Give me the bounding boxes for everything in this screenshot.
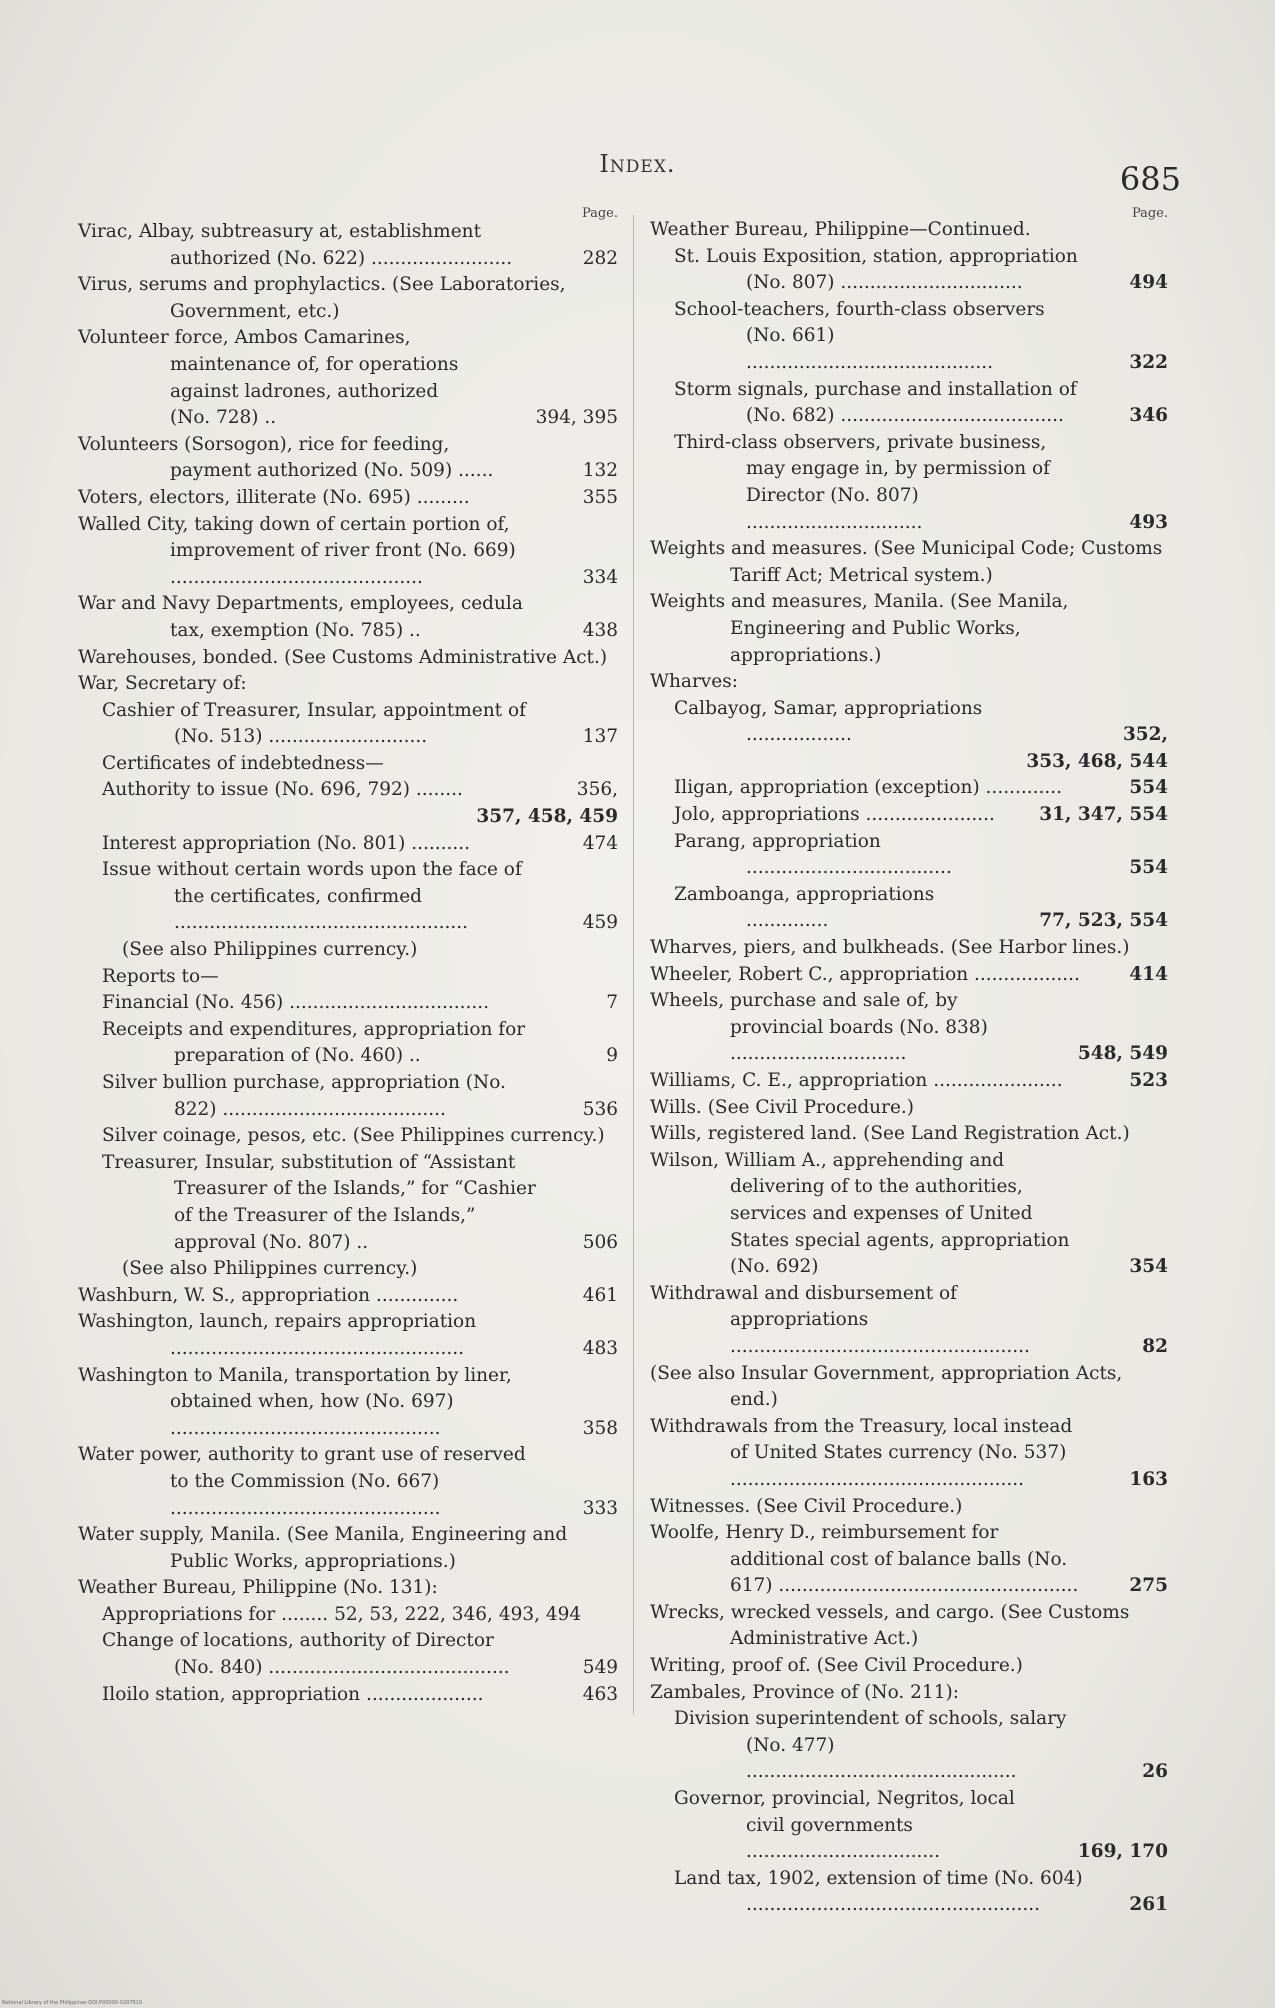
index-entry <box>650 1068 1168 1095</box>
index-entry <box>650 1653 1168 1680</box>
index-entry <box>650 669 1168 696</box>
entry-text: Withdrawals from the Treasury, local instead of United States currency (No. 537) .................................................. <box>650 1415 1073 1490</box>
entry-text: Washington, launch, repairs appropriation .................................................. <box>78 1311 477 1359</box>
entry-page-ref: 463 <box>582 1683 618 1705</box>
index-entry <box>650 962 1168 989</box>
entry-text: Wills. (See Civil Procedure.) <box>650 1096 914 1118</box>
entry-page-ref: 31, 347, 554 <box>1039 804 1168 826</box>
left-column <box>78 205 618 1708</box>
entry-text: Land tax, 1902, extension of time (No. 604) .................................................. <box>674 1867 1083 1916</box>
index-entry <box>78 1017 618 1070</box>
index-entry <box>650 1148 1168 1281</box>
index-entry <box>650 1281 1168 1361</box>
left-entry-list <box>78 219 618 1708</box>
index-entry <box>650 775 1168 802</box>
entry-text: Jolo, appropriations ...................... <box>674 804 995 826</box>
entry-page-ref: 548, 549 <box>1077 1043 1168 1065</box>
index-entry <box>650 696 1168 749</box>
entry-page-ref: 506 <box>582 1231 618 1253</box>
right-entry-list <box>650 217 1168 1919</box>
entry-text: Washington to Manila, transportation by liner, obtained when, how (No. 697) .............................................. <box>78 1364 512 1439</box>
right-column <box>650 205 1168 1919</box>
entry-text: (See also Insular Government, appropriation Acts, end.) <box>650 1362 1123 1411</box>
entry-text: Silver bullion purchase, appropriation (No. 822) ...................................... <box>102 1072 506 1120</box>
entry-text: Weights and measures, Manila. (See Manila, Engineering and Public Works, appropriations.) <box>650 591 1069 666</box>
entry-text: Zamboanga, appropriations .............. <box>674 883 935 932</box>
index-entry <box>650 882 1168 935</box>
entry-page-ref: 26 <box>1142 1761 1168 1783</box>
index-entry <box>650 1361 1168 1414</box>
entry-text: (See also Philippines currency.) <box>122 939 418 961</box>
entry-text: War, Secretary of: <box>78 673 247 695</box>
index-entry <box>78 1283 618 1310</box>
index-entry <box>78 1070 618 1123</box>
entry-page-ref: 414 <box>1129 963 1168 985</box>
index-entry <box>650 1680 1168 1707</box>
entry-text: Voters, electors, illiterate (No. 695) ......... <box>78 486 470 508</box>
entry-text: St. Louis Exposition, station, appropriation (No. 807) ............................... <box>674 245 1078 294</box>
index-entry <box>78 1363 618 1443</box>
entry-page-ref: 354 <box>1129 1256 1168 1278</box>
entry-text: Wrecks, wrecked vessels, and cargo. (See Customs Administrative Act.) <box>650 1601 1130 1650</box>
entry-text: Woolfe, Henry D., reimbursement for additional cost of balance balls (No. 617) ................................................... <box>650 1522 1079 1597</box>
entry-page-ref: 353, 468, 544 <box>1026 750 1168 772</box>
index-entry <box>78 698 618 751</box>
index-entry <box>78 1123 618 1150</box>
entry-text: Issue without certain words upon the face of the certificates, confirmed .................................................. <box>102 859 522 934</box>
index-entry <box>78 325 618 431</box>
entry-page-ref: 549 <box>582 1657 618 1679</box>
entry-text: Treasurer, Insular, substitution of “Assistant Treasurer of the Islands,” for “Cashier of the Treasurer of the Islands,” approval (No. 807) .. <box>102 1151 536 1253</box>
right-page-label: Page. <box>1131 206 1168 221</box>
entry-page-ref: 333 <box>582 1497 618 1519</box>
index-entry <box>78 990 618 1017</box>
footer-caption: National Library of the Philippines DOI:P00000-0207610 <box>2 2000 143 2006</box>
entry-text: Cashier of Treasurer, Insular, appointment of (No. 513) ........................... <box>102 699 526 748</box>
index-entry <box>650 1121 1168 1148</box>
entry-text: Warehouses, bonded. (See Customs Administrative Act.) <box>78 646 608 668</box>
entry-text: Silver coinage, pesos, etc. (See Philippines currency.) <box>102 1125 605 1147</box>
entry-text: Weights and measures. (See Municipal Code; Customs Tariff Act; Metrical system.) <box>650 538 1163 586</box>
index-entry <box>78 1602 618 1629</box>
index-entry <box>78 1256 618 1283</box>
index-entry <box>650 1866 1168 1919</box>
entry-text: Wheels, purchase and sale of, by provincial boards (No. 838) .............................. <box>650 990 988 1065</box>
index-entry <box>650 829 1168 882</box>
index-entry <box>650 1414 1168 1494</box>
entry-text: Wheeler, Robert C., appropriation .................. <box>650 963 1080 985</box>
index-entry <box>78 432 618 485</box>
entry-page-ref: 358 <box>582 1417 618 1439</box>
entry-text: Storm signals, purchase and installation of (No. 682) ...................................... <box>674 378 1077 427</box>
index-entry <box>78 1575 618 1602</box>
index-entry <box>78 831 618 858</box>
entry-text: Authority to issue (No. 696, 792) ........ <box>102 779 463 801</box>
index-entry <box>650 1095 1168 1122</box>
index-entry <box>78 512 618 592</box>
entry-page-ref: 82 <box>1142 1335 1168 1357</box>
entry-text: Governor, provincial, Negritos, local civil governments ................................. <box>674 1788 1015 1863</box>
entry-text: Withdrawal and disbursement of appropriations ................................................... <box>650 1282 1030 1357</box>
entry-page-ref: 169, 170 <box>1077 1841 1168 1863</box>
entry-text: Certificates of indebtedness— <box>102 752 384 774</box>
index-entry <box>78 1628 618 1681</box>
entry-page-ref: 132 <box>582 460 618 482</box>
index-entry <box>650 244 1168 297</box>
index-entry <box>650 430 1168 536</box>
index-entry <box>650 749 1168 776</box>
index-entry <box>650 1600 1168 1653</box>
entry-text: Williams, C. E., appropriation ...................... <box>650 1070 1063 1091</box>
entry-page-ref: 346 <box>1129 405 1168 427</box>
entry-page-ref: 459 <box>582 912 618 934</box>
index-entry <box>78 751 618 778</box>
entry-text: Wills, registered land. (See Land Registration Act.) <box>650 1123 1130 1145</box>
index-entry <box>78 937 618 964</box>
entry-page-ref: 356, <box>576 779 618 801</box>
entry-text: Wharves, piers, and bulkheads. (See Harbor lines.) <box>650 937 1130 959</box>
entry-text: Virus, serums and prophylactics. (See Laboratories, Government, etc.) <box>78 274 566 322</box>
entry-page-ref: 536 <box>582 1098 618 1120</box>
entry-text: Weather Bureau, Philippine (No. 131): <box>78 1577 438 1599</box>
index-entry <box>78 1522 618 1575</box>
entry-page-ref: 493 <box>1129 511 1168 533</box>
index-entry <box>78 1309 618 1362</box>
page-number: 685 <box>1119 160 1181 198</box>
column-divider <box>633 215 634 1715</box>
entry-text: Writing, proof of. (See Civil Procedure.) <box>650 1655 1023 1677</box>
entry-page-ref: 137 <box>582 726 618 748</box>
index-entry <box>78 804 618 831</box>
index-entry <box>650 217 1168 244</box>
index-entry <box>78 964 618 991</box>
entry-page-ref: 282 <box>582 247 618 269</box>
entry-page-ref: 523 <box>1129 1070 1168 1091</box>
entry-text: Volunteers (Sorsogon), rice for feeding, payment authorized (No. 509) ...... <box>78 433 494 482</box>
index-entry <box>650 536 1168 589</box>
index-entry <box>650 589 1168 669</box>
entry-page-ref: 7 <box>606 992 618 1014</box>
index-entry <box>650 1494 1168 1521</box>
entry-page-ref: 163 <box>1129 1468 1168 1490</box>
entry-text: Water supply, Manila. (See Manila, Engineering and Public Works, appropriations.) <box>78 1524 568 1572</box>
entry-text: Wharves: <box>650 671 738 693</box>
entry-text: Washburn, W. S., appropriation .............. <box>78 1284 459 1306</box>
index-entry <box>78 645 618 672</box>
entry-text: Interest appropriation (No. 801) .......... <box>102 832 471 854</box>
entry-page-ref: 438 <box>582 619 618 641</box>
entry-text: Third-class observers, private business, may engage in, by permission of Director (No. 807) .............................. <box>674 431 1050 533</box>
index-entry <box>78 777 618 804</box>
entry-page-ref: 355 <box>582 486 618 508</box>
left-page-label: Page. <box>581 206 618 221</box>
entry-text: War and Navy Departments, employees, cedula tax, exemption (No. 785) .. <box>78 593 523 641</box>
index-entry <box>650 935 1168 962</box>
page-title: Index. <box>599 150 676 178</box>
entry-text: Appropriations for ........ 52, 53, 222, 346, 493, 494 <box>102 1603 582 1625</box>
index-entry <box>650 377 1168 430</box>
index-entry <box>650 1706 1168 1786</box>
entry-page-ref: 77, 523, 554 <box>1039 910 1168 932</box>
index-entry <box>78 1682 618 1709</box>
entry-page-ref: 357, 458, 459 <box>476 806 618 828</box>
entry-text: Financial (No. 456) .................................. <box>102 992 490 1014</box>
entry-text: School-teachers, fourth-class observers (No. 661) .......................................... <box>674 298 1045 373</box>
index-entry <box>78 671 618 698</box>
entry-page-ref: 554 <box>1129 857 1168 879</box>
entry-page-ref: 554 <box>1129 777 1168 799</box>
entry-page-ref: 9 <box>606 1045 618 1067</box>
index-entry <box>650 297 1168 377</box>
entry-page-ref: 474 <box>582 832 618 854</box>
entry-page-ref: 334 <box>582 566 618 588</box>
index-entry <box>78 591 618 644</box>
entry-text: Zambales, Province of (No. 211): <box>650 1681 959 1703</box>
entry-page-ref: 352, <box>1122 724 1168 746</box>
entry-text: Iloilo station, appropriation .................... <box>102 1683 484 1705</box>
index-entry <box>78 1442 618 1522</box>
entry-page-ref: 494 <box>1129 272 1168 294</box>
entry-text: Wilson, William A., apprehending and delivering of to the authorities, services and expenses of United States special agents, appropriation (No. 692) <box>650 1149 1070 1278</box>
index-entry <box>650 988 1168 1068</box>
entry-text: Water power, authority to grant use of reserved to the Commission (No. 667) .............................................. <box>78 1444 526 1519</box>
entry-page-ref: 461 <box>582 1284 618 1306</box>
entry-page-ref: 261 <box>1129 1894 1168 1916</box>
entry-page-ref: 275 <box>1129 1575 1168 1597</box>
entry-text: Division superintendent of schools, salary (No. 477) .............................................. <box>674 1708 1067 1783</box>
entry-text: Virac, Albay, subtreasury at, establishment authorized (No. 622) ........................ <box>78 221 513 269</box>
index-entry <box>78 219 618 272</box>
entry-page-ref: 483 <box>582 1337 618 1359</box>
entry-text: (See also Philippines currency.) <box>122 1258 418 1280</box>
index-entry <box>78 857 618 937</box>
entry-text: Parang, appropriation ................................... <box>674 830 952 879</box>
entry-text: Reports to— <box>102 965 219 987</box>
entry-page-ref: 322 <box>1129 351 1168 373</box>
index-entry <box>78 272 618 325</box>
index-entry <box>78 485 618 512</box>
index-entry <box>78 1150 618 1256</box>
index-entry <box>650 802 1168 829</box>
index-entry <box>650 1786 1168 1866</box>
entry-text: Weather Bureau, Philippine—Continued. <box>650 219 1031 240</box>
index-entry <box>650 1520 1168 1600</box>
entry-text: Volunteer force, Ambos Camarines, maintenance of, for operations against ladrones, authorized (No. 728) .. <box>78 327 459 429</box>
entry-text: Walled City, taking down of certain portion of, improvement of river front (No. 669) ........................................... <box>78 513 516 588</box>
entry-text: Iligan, appropriation (exception) ............. <box>674 777 1063 799</box>
entry-text: Receipts and expenditures, appropriation for preparation of (No. 460) .. <box>102 1018 526 1067</box>
entry-text: Witnesses. (See Civil Procedure.) <box>650 1495 963 1517</box>
entry-text: Calbayog, Samar, appropriations .................. <box>674 697 983 746</box>
entry-text: Change of locations, authority of Director (No. 840) ......................................... <box>102 1630 510 1679</box>
entry-page-ref: 394, 395 <box>535 407 618 429</box>
